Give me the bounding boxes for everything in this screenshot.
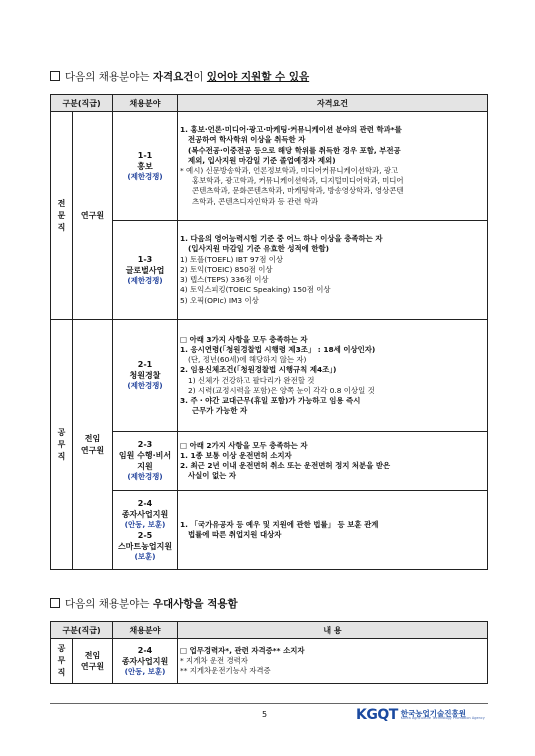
page-number: 5 — [262, 710, 268, 719]
requirement-line: (단, 정년(60세)에 해당하지 않는 자) — [188, 355, 307, 365]
content-cell — [178, 639, 488, 684]
field-cell: 2-4 종자사업지원 (안동, 보훈) 2-5 스마트농업지원 (보훈) — [113, 491, 178, 570]
requirements-cell — [178, 432, 488, 491]
field-cell: 2-1 청원경찰 (제한경쟁) — [113, 320, 178, 432]
header-field: 채용분야 — [113, 622, 178, 639]
field-tag: (안동, 보훈) — [124, 666, 166, 676]
checkbox-square-icon — [50, 598, 60, 608]
rank-label: 전임 연구원 — [73, 639, 113, 684]
requirement-line: 2) 토익(TOEIC) 850점 이상 — [180, 264, 273, 274]
requirements-cell — [178, 221, 488, 320]
requirement-line: 츠학과, 콘텐츠디자인학과 등 관련 학과 — [192, 196, 318, 206]
header-category: 구분(직급) — [51, 95, 113, 112]
requirement-line: ** 지게차운전기능사 자격증 — [180, 666, 271, 676]
field-cell: 1-3 글로벌사업 (제한경쟁) — [113, 221, 178, 320]
group-label-gong: 공 무 직 — [51, 320, 73, 570]
logo-korean-name: 한국농업기술진흥원 — [400, 708, 467, 718]
group-label-gong: 공 무 직 — [51, 639, 73, 684]
field-tag: (안동, 보훈) — [124, 519, 166, 529]
rank-label: 연구원 — [73, 112, 113, 320]
header-category: 구분(직급) — [51, 622, 113, 639]
field-tag: (제한경쟁) — [127, 472, 163, 482]
requirement-line: 3) 텝스(TEPS) 336점 이상 — [180, 275, 269, 285]
requirement-line: (입사지원 마감일 기준 유효한 성적에 한함) — [188, 244, 330, 254]
requirements-cell — [178, 320, 488, 432]
header-requirements: 자격요건 — [178, 95, 488, 112]
requirement-line: 사실이 없는 자 — [188, 471, 236, 481]
group-label-pro: 전 문 직 — [51, 112, 73, 320]
requirement-line: 2. 최근 2년 이내 운전면허 취소 또는 운전면허 정지 처분을 받은 — [180, 461, 391, 470]
table-row — [51, 491, 488, 570]
agency-logo — [356, 707, 485, 723]
requirement-line: 1. 「국가유공자 등 예우 및 지원에 관한 법률」 등 보훈 관계 — [180, 519, 379, 529]
section-heading-preference: 다음의 채용분야는 우대사항을 적용함 — [50, 596, 238, 611]
requirement-line: □ 아래 2가지 사항을 모두 충족하는 자 — [180, 440, 308, 450]
header-content: 내 용 — [178, 622, 488, 639]
requirement-line: 1. 다음의 영어능력시험 기준 중 어느 하나 이상을 충족하는 자 — [180, 234, 383, 244]
table-row — [51, 112, 488, 221]
requirement-line: * 예시) 신문방송학과, 언론정보학과, 미디어커뮤니케이션학과, 광고 — [180, 166, 399, 175]
field-tag: (제한경쟁) — [127, 275, 163, 285]
requirement-line: 근무가 가능한 자 — [192, 406, 248, 416]
footer-divider — [50, 703, 488, 704]
requirement-line: 2. 임용신체조건(「청원경찰법 시행규칙 제4조」) — [180, 365, 337, 375]
field-cell: 2-4 종자사업지원 (안동, 보훈) — [113, 639, 178, 684]
requirements-cell — [178, 112, 488, 221]
requirement-line: 3. 주・야간 교대근무(휴일 포함)가 가능하고 임용 즉시 — [180, 395, 361, 405]
table-row — [51, 432, 488, 491]
requirements-table — [50, 94, 488, 570]
requirement-line: □ 업무경력자*, 관련 자격증** 소지자 — [180, 645, 305, 655]
requirement-line: □ 아래 3가지 사항을 모두 충족하는 자 — [180, 334, 308, 344]
requirements-cell — [178, 491, 488, 570]
requirement-line: 2) 시력(교정시력을 포함)은 양쪽 눈이 각각 0.8 이상일 것 — [188, 385, 375, 395]
table-row — [51, 221, 488, 320]
preference-table — [50, 621, 488, 684]
requirement-line: 전공하여 학사학위 이상을 취득한 자 — [188, 135, 306, 145]
requirement-line: 법률에 따른 취업지원 대상자 — [188, 530, 282, 539]
requirement-line: * 지게차 운전 경력자 — [180, 655, 248, 665]
field-cell: 1-1 홍보 (제한경쟁) — [113, 112, 178, 221]
requirement-line: 5) 오픽(OPIc) IM3 이상 — [180, 295, 259, 305]
header-field: 채용분야 — [113, 95, 178, 112]
requirement-line: 콘텐츠학과, 문화콘텐츠학과, 마케팅학과, 방송영상학과, 영상콘텐 — [192, 186, 404, 196]
table-header-row — [51, 622, 488, 639]
requirement-line: 제외, 입사지원 마감일 기준 졸업예정자 제외) — [188, 155, 336, 165]
field-tag: (제한경쟁) — [127, 381, 163, 391]
field-cell: 2-3 임원 수행·비서 지원 (제한경쟁) — [113, 432, 178, 491]
field-tag: (제한경쟁) — [127, 171, 163, 181]
requirement-line: (복수전공·이중전공 등으로 해당 학위를 취득한 경우 포함, 부전공 — [188, 145, 401, 155]
requirement-line: 4) 토익스피킹(TOEIC Speaking) 150점 이상 — [180, 285, 331, 295]
field-tag: (보훈) — [134, 552, 156, 562]
requirement-line: 1. 1종 보통 이상 운전면허 소지자 — [180, 450, 292, 460]
checkbox-square-icon — [50, 71, 60, 81]
requirement-line: 1. 응시연령(「청원경찰법 시행령 제3조」 : 18세 이상인자) — [180, 344, 376, 354]
requirement-line: 1) 신체가 건강하고 팔다리가 완전할 것 — [188, 375, 315, 385]
logo-mark: KGQT — [356, 707, 398, 723]
requirement-line: 홍보학과, 광고학과, 커뮤니케이션학과, 디지털미디어학과, 미디어 — [192, 176, 404, 186]
table-row — [51, 639, 488, 684]
requirement-line: 1. 홍보·언론·미디어·광고·마케팅·커뮤니케이션 분야의 관련 학과*를 — [180, 125, 402, 135]
logo-english-name: Korea Agriculture Technology Promotion Agency — [400, 716, 485, 720]
table-header-row — [51, 95, 488, 112]
section-heading-requirements: 다음의 채용분야는 자격요건이 있어야 지원할 수 있음 — [50, 69, 309, 84]
table-row — [51, 320, 488, 432]
rank-label: 전임 연구원 — [73, 320, 113, 570]
requirement-line: 1) 토플(TOEFL) IBT 97점 이상 — [180, 254, 284, 264]
